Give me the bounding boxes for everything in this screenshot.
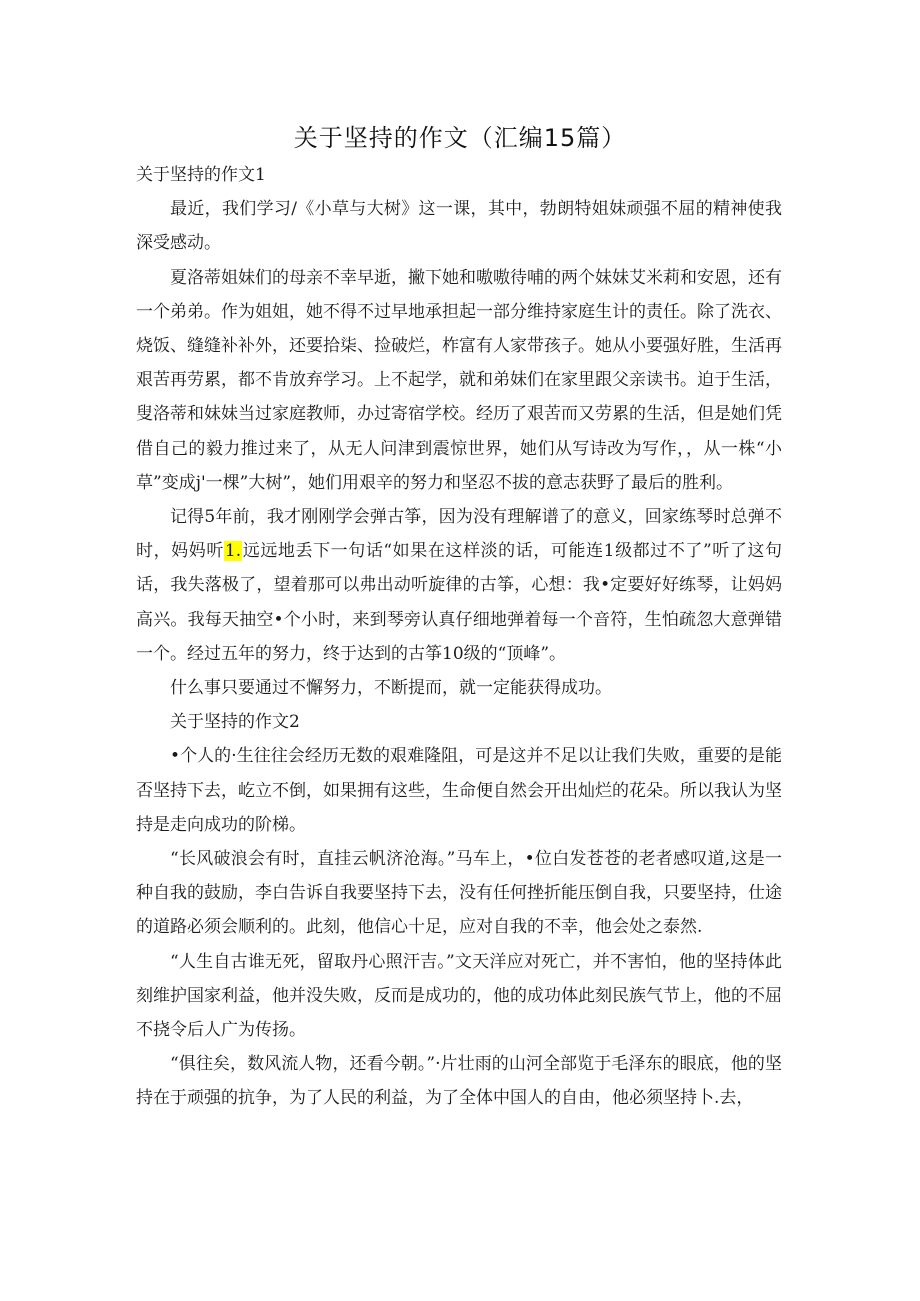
- paragraph-3-text-after: 远远地丢下一句话“如果在这样淡的话，可能连1级都过不了”听了这句话，我失落极了，望着那可以弗出动听旋律的古筝，心想：我•定要好好练琴，让妈妈高兴。我每天抽空•个小时，来到琴旁认真仔细地弹着每一个音符，生怕疏忽大意弹错一个。经过五年的努力，终于达到的古筝10级的“顶峰”。: [136, 541, 783, 664]
- highlighted-mark: 1.: [224, 541, 242, 562]
- section-2-paragraph-2: “长风破浪会有时，直挂云帆济沧海。”马车上，•位白发苍苍的老者感叹道,这是一种自我的鼓励，李白告诉自我要坚持下去，没有任何挫折能压倒自我，只要坚持，仕途的道路必须会顺利的。此刻，他信心十足，应对自我的不幸，他会处之泰然.: [136, 849, 782, 938]
- section-1-paragraph-1: 最近，我们学习/《小草与大树》这一课，其中，勃朗特姐妹顽强不屈的精神使我深受感动。: [136, 199, 782, 254]
- section-2-paragraph-1: •个人的·生往往会经历无数的艰难隆阻，可是这并不足以让我们失败，重要的是能否坚持下去，屹立不倒，如果拥有这些，生命便自然会开出灿烂的花朵。所以我认为坚持是走向成功的阶梯。: [136, 746, 782, 835]
- document-body: [136, 158, 782, 1116]
- section-2-paragraph-3: “人生自古谁无死，留取丹心照汗吉。”文天洋应对死亡，并不害怕，他的坚持体此刻维护国家利益，他并没失败，反而是成功的，他的成功体此刻民族气节上，他的不屈不挠令后人广为传扬。: [136, 951, 782, 1041]
- section-1-paragraph-3: [136, 500, 782, 671]
- paragraph-3-text-before: 记得5年前，我才刚刚学会弹古筝，因为没有理解谱了的意义，回家练琴时总弹不时，妈妈听: [136, 507, 782, 562]
- section-1-heading: 关于坚持的作文1: [136, 165, 266, 185]
- section-2-heading: 关于坚持的作文2: [170, 712, 300, 733]
- section-1-paragraph-2: 夏洛蒂姐妹们的母亲不幸早逝，撇下她和嗷嗷待哺的两个妹妹艾米莉和安恩，还有一个弟弟。作为姐姐，她不得不过早地承担起一部分维持家庭生计的责任。除了洗衣、烧饭、缝缝补补外，还要拾柒、捡破烂，柞富有人家带孩子。她从小要强好胜，生活再艰苦再劳累，都不肯放弃学习。上不起学，就和弟妹们在家里跟父亲读书。迫于生活，叟洛蒂和妹妹当过家庭教师，办过寄宿学校。经历了艰苦而又劳累的生活，但是她们凭借自己的毅力推过来了，从无人问津到震惊世界，她们从写诗改为写作，，从一株“小草”变成j'一棵”大树”，她们用艰辛的努力和坚忍不拔的意志获野了最后的胜利。: [136, 267, 782, 493]
- document-title: 关于坚持的作文（汇编15篇）: [293, 124, 627, 152]
- section-1-paragraph-4: 什么事只要通过不懈努力，不断提而，就一定能获得成功。: [170, 678, 612, 699]
- section-2-paragraph-4: “俱往矣，数风流人物，还看今朝。”·片壮雨的山河全部览于毛泽东的眼底，他的坚持在于顽强的抗争，为了人民的利益，为了全体中国人的自由，他必须坚持卜.去，: [136, 1054, 782, 1109]
